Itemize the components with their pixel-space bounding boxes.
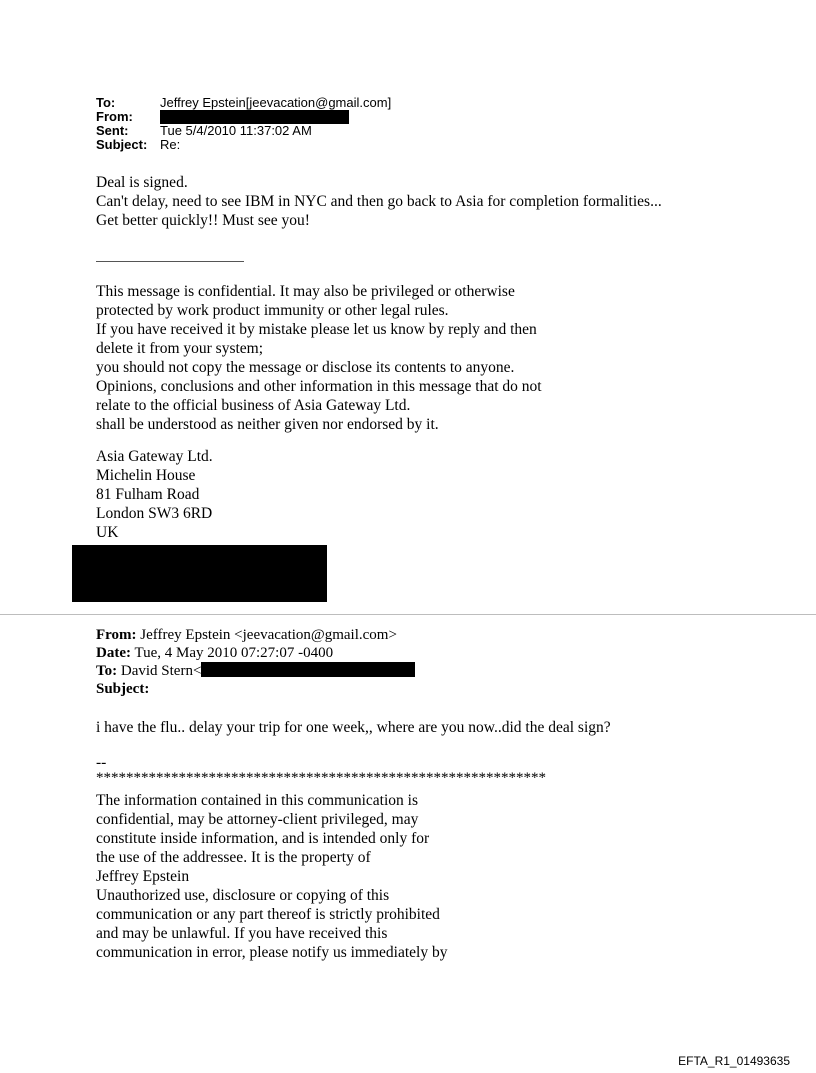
email1-header: [96, 96, 391, 152]
email2-body: [96, 718, 611, 737]
star-separator: ************************************************************: [96, 770, 546, 786]
email2-subject-row: [96, 680, 415, 698]
disclaimer-line: and may be unlawful. If you have received this: [96, 925, 388, 942]
sig-dashes: [96, 756, 106, 770]
signature-line: Asia Gateway Ltd.: [96, 448, 213, 465]
date-label: Date:: [96, 645, 131, 661]
from-label: From:: [96, 627, 137, 643]
disclaimer-line: communication in error, please notify us immediately by: [96, 944, 448, 961]
redaction-bar: [201, 662, 415, 677]
to-value: David Stern<: [117, 663, 202, 679]
disclaimer-line: This message is confidential. It may also be privileged or otherwise: [96, 283, 515, 300]
redaction-bar: [160, 110, 349, 124]
disclaimer-line: delete it from your system;: [96, 340, 264, 357]
disclaimer-line: shall be understood as neither given nor endorsed by it.: [96, 416, 439, 433]
disclaimer-line: Unauthorized use, disclosure or copying of this: [96, 887, 390, 904]
email1-to-row: [96, 96, 391, 110]
disclaimer-line: confidential, may be attorney-client privileged, may: [96, 811, 419, 828]
disclaimer-line: constitute inside information, and is intended only for: [96, 830, 430, 847]
subject-label: Subject:: [96, 681, 150, 697]
email2-from-row: [96, 626, 415, 644]
email2-header: [96, 626, 415, 698]
signature-line: London SW3 6RD: [96, 505, 213, 522]
email1-from-row: [96, 110, 391, 124]
sent-value: Tue 5/4/2010 11:37:02 AM: [160, 123, 312, 138]
redaction-block: [72, 545, 327, 602]
to-label: To:: [96, 95, 116, 110]
email1-sent-row: [96, 124, 391, 138]
document-id: EFTA_R1_01493635: [678, 1054, 790, 1068]
signature-line: Michelin House: [96, 467, 196, 484]
disclaimer-line: relate to the official business of Asia Gateway Ltd.: [96, 397, 411, 414]
email2-to-row: [96, 662, 415, 680]
disclaimer-line: Jeffrey Epstein: [96, 868, 190, 885]
email-separator: [0, 614, 816, 615]
from-value: Jeffrey Epstein <jeevacation@gmail.com>: [136, 627, 397, 643]
subject-label: Subject:: [96, 137, 148, 152]
email1-disclaimer: [96, 282, 542, 434]
disclaimer-line: the use of the addressee. It is the property of: [96, 849, 371, 866]
from-label: From:: [96, 109, 133, 124]
to-value: Jeffrey Epstein[jeevacation@gmail.com]: [160, 95, 392, 110]
disclaimer-line: Opinions, conclusions and other information in this message that do not: [96, 378, 542, 395]
body-line: Deal is signed.: [96, 174, 188, 191]
email1-signature: [96, 447, 213, 542]
signature-line: UK: [96, 524, 119, 541]
signature-line: 81 Fulham Road: [96, 486, 200, 503]
disclaimer-line: communication or any part thereof is strictly prohibited: [96, 906, 440, 923]
email2-disclaimer: [96, 791, 447, 962]
disclaimer-line: The information contained in this communication is: [96, 792, 418, 809]
date-value: Tue, 4 May 2010 07:27:07 -0400: [130, 645, 334, 661]
body-line: Get better quickly!! Must see you!: [96, 212, 310, 229]
email1-subject-row: [96, 138, 391, 152]
subject-value: Re:: [160, 137, 181, 152]
disclaimer-line: protected by work product immunity or other legal rules.: [96, 302, 449, 319]
to-label: To:: [96, 663, 118, 679]
disclaimer-line: you should not copy the message or disclose its contents to anyone.: [96, 359, 515, 376]
disclaimer-line: If you have received it by mistake please let us know by reply and then: [96, 321, 537, 338]
signature-divider: [96, 261, 244, 262]
body-line: i have the flu.. delay your trip for one week,, where are you now..did the deal sign?: [96, 719, 611, 736]
dashes: --: [96, 754, 107, 771]
sent-label: Sent:: [96, 123, 129, 138]
body-line: Can't delay, need to see IBM in NYC and then go back to Asia for completion formalities...: [96, 193, 662, 210]
email1-body: [96, 173, 662, 230]
email2-date-row: [96, 644, 415, 662]
